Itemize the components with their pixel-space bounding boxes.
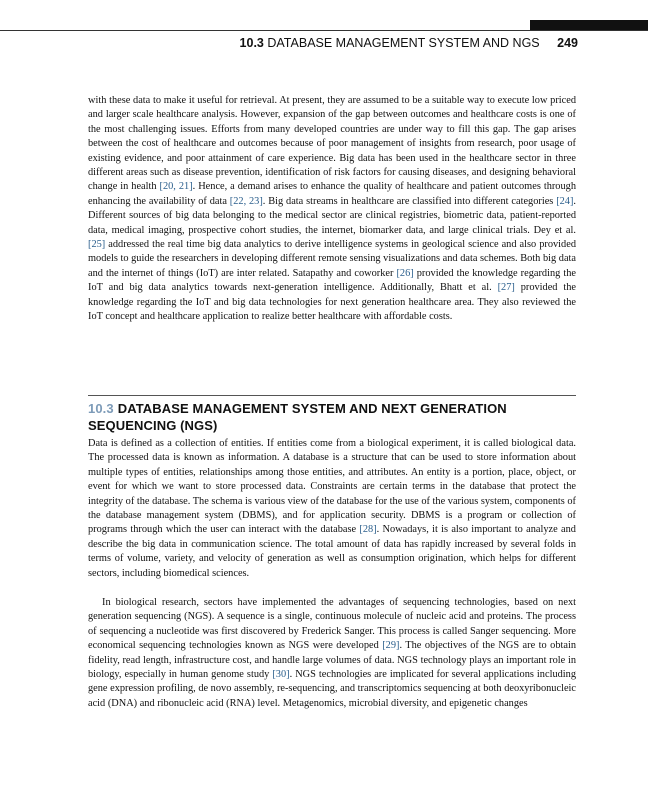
citation-link[interactable]: [20, 21] xyxy=(159,181,193,193)
text-run: provided the knowledge regarding the IoT and big data analytics towards next-generation intelligence. Additionally, Bhatt et al. xyxy=(88,267,576,294)
paragraph-ngs xyxy=(88,596,576,711)
paragraph-big-data-healthcare xyxy=(88,94,576,325)
citation-link[interactable]: [25] xyxy=(88,239,106,251)
header-rule xyxy=(0,30,648,31)
text-run: . Big data streams in healthcare are classified into different categories xyxy=(262,195,557,207)
text-run: Data is defined as a collection of entities. If entities come from a biological experiment, it is called biological data. The processed data is known as information. A database is a structure that can be used to store information about multiple types of entities, relationships among those entities, and attributes. An entity is a portion, place, object, or event for which we want to store processed data. Constraints are certain terms in the database that protect the integrity of the database. The schema is various view of the database for the use of the various system, components of the database management system (DBMS), and for application security. DBMS is a program or collection of programs through which the user can interact with the database xyxy=(88,438,576,536)
citation-link[interactable]: [26] xyxy=(396,267,414,279)
text-run: with these data to make it useful for retrieval. At present, they are assumed to be a suitable way to execute low priced and larger scale healthcare analysis. However, expansion of the gap between outcomes and healthcare costs is one of the most challenging issues. Efforts from many developed countries are under way to fill this gap. The gap arises between the cost of healthcare and outcomes because of poor management of insights from research, poor usage of existing evidence, and poor attainment of care experience. Big data has been used in the healthcare sector in three different areas such as disease prevention, identification of risk factors for causing diseases, and designing behavioral change in health xyxy=(88,95,576,193)
text-run: provided the knowledge regarding the IoT and big data technologies for next generation healthcare area. They also reviewed the IoT concept and healthcare application to realize better healthcare with affordable costs. xyxy=(88,282,576,323)
text-run: . Hence, a demand arises to enhance the quality of healthcare and patient outcomes through enhancing the availability of data xyxy=(88,181,576,207)
citation-link[interactable]: [28] xyxy=(359,524,377,536)
section-number: 10.3 xyxy=(88,401,114,416)
header-bar xyxy=(530,20,648,30)
section-title: DATABASE MANAGEMENT SYSTEM AND NEXT GENERATION SEQUENCING (NGS) xyxy=(88,401,507,433)
text-run: . NGS technologies are implicated for several applications including gene expression profiling, de novo assembly, re-sequencing, and transcriptomics sequencing at both deoxyribonucleic acid (DNA) and ribonucleic acid (RNA) level. Metagenomics, microbial diversity, and epigenetic changes xyxy=(88,669,576,709)
running-head-section-number: 10.3 xyxy=(239,36,264,50)
text-run: . Nowadays, it is also important to analyze and describe the big data in communication science. The total amount of data has rapidly increased by several folds in terms of volume, variety, and velocity of generation as well as consumption origination, which helps for different sectors, including biomedical sciences. xyxy=(88,524,576,579)
page-number: 249 xyxy=(557,36,578,50)
citation-link[interactable]: [24] xyxy=(556,195,574,207)
citation-link[interactable]: [30] xyxy=(272,669,290,681)
text-run: addressed the real time big data analytics to derive intelligence systems in geological science and also provided models to guide the researchers in developing different remote sensing visualizations and data schemes. Both big data and the internet of things (IoT) are inter related. Satapathy and coworker xyxy=(88,239,576,279)
section-heading xyxy=(88,400,576,434)
text-run: . Different sources of big data belonging to the medical sector are clinical registries, biometric data, patient-reported data, medical imaging, prospective cohort studies, the internet, biomarker data, and large clinical trials. Dey et al. xyxy=(88,195,577,236)
running-head xyxy=(0,36,578,54)
text-run: In biological research, sectors have implemented the advantages of sequencing technologies, based on next generation sequencing (NGS). A sequence is a single, continuous molecule of nucleic acid and proteins. The process of sequencing a nucleotide was first discovered by Frederick Sanger. This process is called Sanger sequencing. More economical sequencing technologies known as NGS were developed xyxy=(88,597,576,652)
paragraph-dbms-definition xyxy=(88,437,576,581)
text-run: . The objectives of the NGS are to obtain fidelity, read length, infrastructure cost, and handle large volumes of data. NGS technology plays an important role in biology, especially in human genome study xyxy=(88,640,576,681)
citation-link[interactable]: [29] xyxy=(382,640,400,652)
section-rule xyxy=(88,395,576,396)
citation-link[interactable]: [22, 23] xyxy=(229,195,263,207)
citation-link[interactable]: [27] xyxy=(497,282,515,294)
running-head-title: DATABASE MANAGEMENT SYSTEM AND NGS xyxy=(267,36,540,50)
